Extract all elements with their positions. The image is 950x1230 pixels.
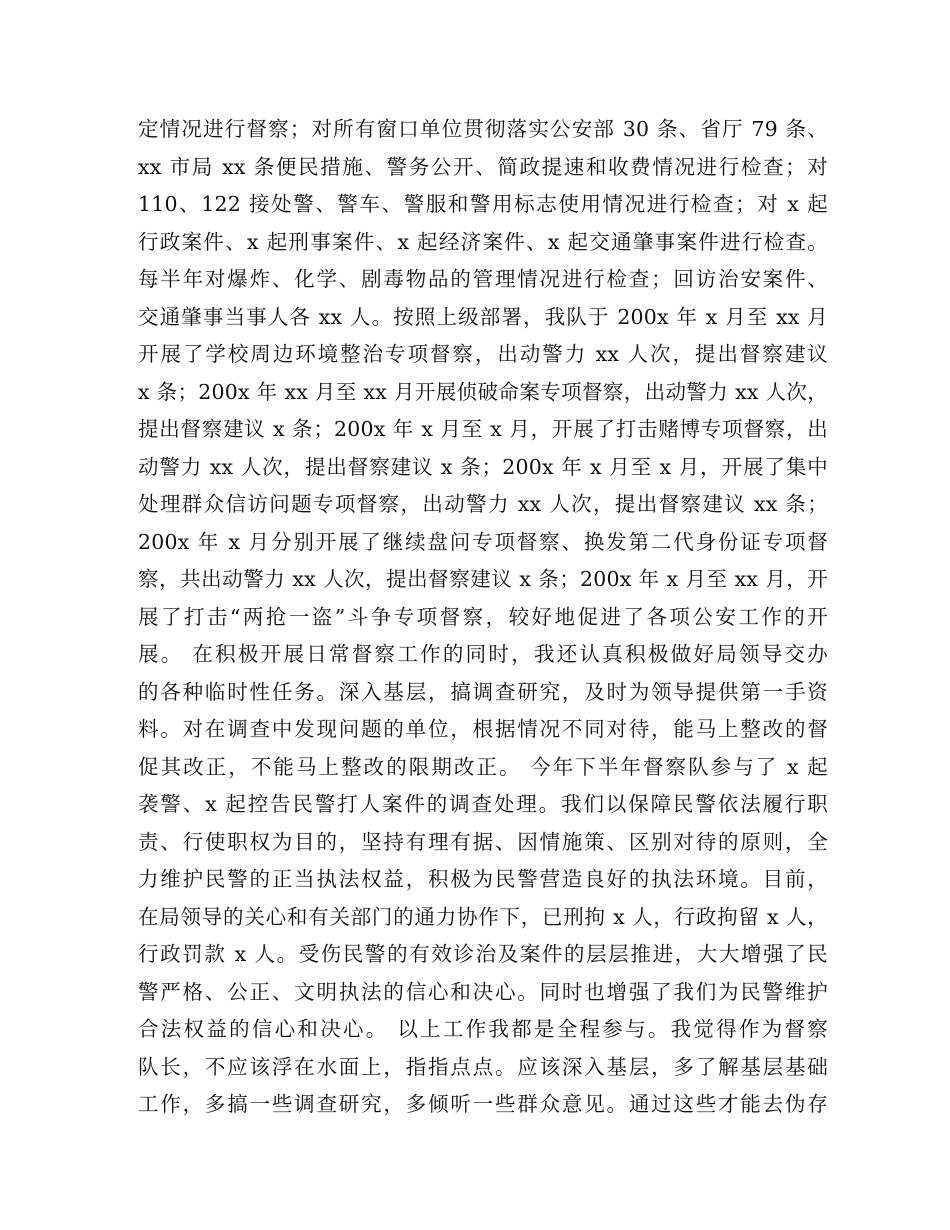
text-line-12: 200x 年 x 月分别开展了继续盘问专项督察、换发第二代身份证专项督 <box>138 529 828 554</box>
text-line-5: 每半年对爆炸、化学、剧毒物品的管理情况进行检查；回访治安案件、 <box>138 267 828 291</box>
text-line-21: 力维护民警的正当执法权益，积极为民警营造良好的执法环境。目前， <box>138 867 828 891</box>
text-line-18: 促其改正，不能马上整改的限期改正。 今年下半年督察队参与了 x 起 <box>138 754 828 779</box>
text-line-24: 警严格、公正、文明执法的信心和决心。同时也增强了我们为民警维护 <box>138 979 828 1004</box>
text-line-10: 动警力 xx 人次，提出督察建议 x 条；200x 年 x 月至 x 月，开展了集中 <box>138 454 828 479</box>
body-text <box>138 111 828 1124</box>
text-line-11: 处理群众信访问题专项督察，出动警力 xx 人次，提出督察建议 xx 条； <box>138 492 828 516</box>
text-line-16: 的各种临时性任务。深入基层，搞调查研究，及时为领导提供第一手资 <box>138 679 828 704</box>
text-line-26: 队长，不应该浮在水面上，指指点点。应该深入基层，多了解基层基础 <box>138 1054 828 1079</box>
text-line-15: 展。 在积极开展日常督察工作的同时，我还认真积极做好局领导交办 <box>138 642 828 666</box>
text-line-27: 工作，多搞一些调查研究，多倾听一些群众意见。通过这些才能去伪存 <box>138 1092 828 1116</box>
text-line-3: 110、122 接处警、警车、警服和警用标志使用情况进行检查；对 x 起 <box>138 192 828 216</box>
text-line-6: 交通肇事当事人各 xx 人。按照上级部署，我队于 200x 年 x 月至 xx 月 <box>138 304 828 329</box>
text-line-7: 开展了学校周边环境整治专项督察，出动警力 xx 人次，提出督察建议 <box>138 342 828 366</box>
text-line-22: 在局领导的关心和有关部门的通力协作下，已刑拘 x 人，行政拘留 x 人， <box>138 904 828 929</box>
text-line-20: 责、行使职权为目的，坚持有理有据、因情施策、区别对待的原则，全 <box>138 829 828 854</box>
text-line-25: 合法权益的信心和决心。 以上工作我都是全程参与。我觉得作为督察 <box>138 1017 828 1041</box>
text-line-23: 行政罚款 x 人。受伤民警的有效诊治及案件的层层推进，大大增强了民 <box>138 942 828 966</box>
text-line-4: 行政案件、x 起刑事案件、x 起经济案件、x 起交通肇事案件进行检查。 <box>138 229 828 254</box>
text-line-9: 提出督察建议 x 条；200x 年 x 月至 x 月，开展了打击赌博专项督察，出 <box>138 417 828 441</box>
text-line-8: x 条；200x 年 xx 月至 xx 月开展侦破命案专项督察，出动警力 xx 人次， <box>138 379 828 404</box>
text-line-19: 袭警、x 起控告民警打人案件的调查处理。我们以保障民警依法履行职 <box>138 792 828 816</box>
text-line-1: 定情况进行督察；对所有窗口单位贯彻落实公安部 30 条、省厅 79 条、 <box>138 117 828 141</box>
text-line-14: 展了打击“两抢一盗”斗争专项督察，较好地促进了各项公安工作的开 <box>138 604 828 629</box>
text-line-13: 察，共出动警力 xx 人次，提出督察建议 x 条；200x 年 x 月至 xx 月，开 <box>138 567 828 591</box>
text-line-2: xx 市局 xx 条便民措施、警务公开、简政提速和收费情况进行检查；对 <box>138 154 828 179</box>
text-line-17: 料。对在调查中发现问题的单位，根据情况不同对待，能马上整改的督 <box>138 717 828 741</box>
